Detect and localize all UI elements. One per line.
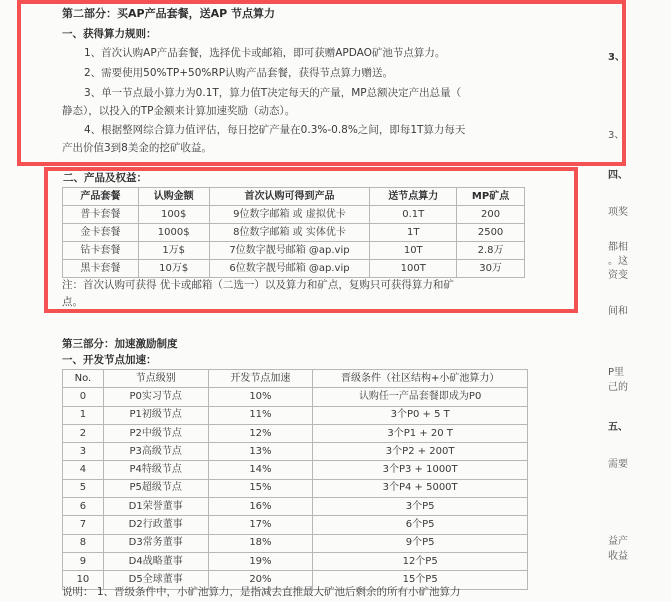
cell: D4战略董事	[103, 552, 208, 570]
cell: 16%	[208, 498, 313, 516]
table-row	[63, 206, 525, 224]
cell: 钻卡套餐	[63, 242, 139, 260]
header-cell: 晋级条件（社区结构+小矿池算力）	[313, 370, 528, 388]
table-row	[63, 552, 528, 570]
table-row	[63, 224, 525, 242]
rule-3-cont: 静态），以投入的TP金额来计算加速奖励（动态）。	[62, 105, 296, 117]
cell: 3个P2 + 200T	[313, 443, 528, 461]
cell: 9个P5	[313, 534, 528, 552]
right-fragment: 需要	[608, 459, 628, 470]
cell: 0.1T	[370, 206, 457, 224]
cell: 1000$	[138, 224, 209, 242]
cell: 普卡套餐	[63, 206, 139, 224]
cell: 黑卡套餐	[63, 260, 139, 278]
cell: 7位数字靓号邮箱 @ap.vip	[209, 242, 370, 260]
table-row	[63, 260, 525, 278]
table-row	[63, 479, 528, 497]
rule-3: 3、单一节点最小算力为0.1T，算力值T决定每天的产量，MP总额决定产出总量（	[84, 87, 462, 99]
cell: 20%	[208, 571, 313, 589]
cell: 1T	[370, 224, 457, 242]
cell: 6	[63, 498, 104, 516]
cell: D3常务董事	[103, 534, 208, 552]
right-fragment: 项奖	[608, 207, 628, 218]
header-cell: 首次认购可得到产品	[209, 188, 370, 206]
cell: 3个P1 + 20 T	[313, 424, 528, 442]
cell: 3	[63, 443, 104, 461]
cell: 9位数字邮箱 或 虚拟优卡	[209, 206, 370, 224]
right-fragment: 3、	[608, 130, 625, 141]
cell: 30万	[457, 260, 525, 278]
cell: 7	[63, 516, 104, 534]
table-header-row	[63, 188, 525, 206]
rule-1: 1、首次认购AP产品套餐，选择优卡或邮箱，即可获赠APDAO矿池节点算力。	[84, 47, 446, 59]
table-row	[63, 242, 525, 260]
cell: 3个P4 + 5000T	[313, 479, 528, 497]
table-row	[63, 406, 528, 424]
right-fragment: P里	[608, 367, 625, 378]
cell: 17%	[208, 516, 313, 534]
cell: 10万$	[138, 260, 209, 278]
right-fragment: 都相	[608, 242, 628, 253]
right-fragment: 资变	[608, 270, 628, 281]
part2-section1-title: 一、获得算力规则：	[62, 28, 157, 40]
cell: 12个P5	[313, 552, 528, 570]
cell: 6个P5	[313, 516, 528, 534]
product-table	[62, 187, 525, 278]
document-page-right	[600, 0, 671, 602]
cell: 3个P3 + 1000T	[313, 461, 528, 479]
header-cell: 送节点算力	[370, 188, 457, 206]
cell: 4	[63, 461, 104, 479]
rule-2: 2、需要使用50%TP+50%RP认购产品套餐，获得节点算力赠送。	[84, 67, 394, 79]
level-explanation: 说明： 1、晋级条件中，小矿池算力，是指减去直推最大矿池后剩余的所有小矿池算力	[62, 586, 461, 598]
rule-4-cont: 产出价值3到8美金的挖矿收益。	[62, 142, 212, 154]
cell: 金卡套餐	[63, 224, 139, 242]
right-fragment: 3、	[608, 52, 625, 63]
header-cell: 产品套餐	[63, 188, 139, 206]
right-fragment: 己的	[608, 382, 628, 393]
table-row	[63, 388, 528, 406]
cell: 14%	[208, 461, 313, 479]
cell: D2行政董事	[103, 516, 208, 534]
table-row	[63, 424, 528, 442]
cell: P4特级节点	[103, 461, 208, 479]
cell: 15%	[208, 479, 313, 497]
cell: 认购任一产品套餐即成为P0	[313, 388, 528, 406]
node-level-table	[62, 369, 528, 590]
right-fragment: 四、	[608, 170, 628, 181]
cell: 2500	[457, 224, 525, 242]
header-cell: MP矿点	[457, 188, 525, 206]
product-note-line2: 点。	[62, 296, 83, 308]
cell: 100T	[370, 260, 457, 278]
table-row	[63, 516, 528, 534]
table-row	[63, 443, 528, 461]
cell: D5全球董事	[103, 571, 208, 589]
cell: 13%	[208, 443, 313, 461]
table-row	[63, 534, 528, 552]
cell: D1荣誉董事	[103, 498, 208, 516]
right-fragment: 间和	[608, 306, 628, 317]
right-fragment: 五、	[608, 422, 628, 433]
cell: 8位数字邮箱 或 实体优卡	[209, 224, 370, 242]
right-fragment: 益产	[608, 536, 628, 547]
header-cell: 开发节点加速	[208, 370, 313, 388]
cell: 1万$	[138, 242, 209, 260]
cell: 1	[63, 406, 104, 424]
cell: 18%	[208, 534, 313, 552]
cell: 19%	[208, 552, 313, 570]
cell: 2.8万	[457, 242, 525, 260]
cell: 0	[63, 388, 104, 406]
right-fragment: 。这	[608, 256, 628, 267]
cell: 10%	[208, 388, 313, 406]
table-row	[63, 498, 528, 516]
rule-4: 4、根据整网综合算力值评估，每日挖矿产量在0.3%-0.8%之间，即每1T算力每天	[84, 124, 466, 136]
cell: 15个P5	[313, 571, 528, 589]
cell: P3高级节点	[103, 443, 208, 461]
cell: 9	[63, 552, 104, 570]
cell: 11%	[208, 406, 313, 424]
cell: 6位数字靓号邮箱 @ap.vip	[209, 260, 370, 278]
header-cell: 节点级别	[103, 370, 208, 388]
cell: 200	[457, 206, 525, 224]
cell: 8	[63, 534, 104, 552]
cell: 100$	[138, 206, 209, 224]
cell: 12%	[208, 424, 313, 442]
table-row	[63, 461, 528, 479]
cell: P0实习节点	[103, 388, 208, 406]
product-note-line1: 注：首次认购可获得 优卡或邮箱（二选一）以及算力和矿点，复购只可获得算力和矿	[62, 279, 454, 291]
part2-section2-title: 二、产品及权益：	[63, 172, 147, 184]
cell: 3个P0 + 5 T	[313, 406, 528, 424]
cell: P2中级节点	[103, 424, 208, 442]
cell: P5超级节点	[103, 479, 208, 497]
part2-title: 第二部分：买AP产品套餐，送AP 节点算力	[62, 7, 275, 20]
header-cell: 认购金额	[138, 188, 209, 206]
cell: 10T	[370, 242, 457, 260]
right-fragment: 收益	[608, 551, 628, 562]
cell: 3个P5	[313, 498, 528, 516]
cell: P1初级节点	[103, 406, 208, 424]
table-header-row	[63, 370, 528, 388]
cell: 10	[63, 571, 104, 589]
cell: 5	[63, 479, 104, 497]
cell: 2	[63, 424, 104, 442]
part3-title: 第三部分：加速激励制度	[62, 338, 178, 350]
part3-section1-title: 一、开发节点加速：	[62, 354, 157, 366]
header-cell: No.	[63, 370, 104, 388]
